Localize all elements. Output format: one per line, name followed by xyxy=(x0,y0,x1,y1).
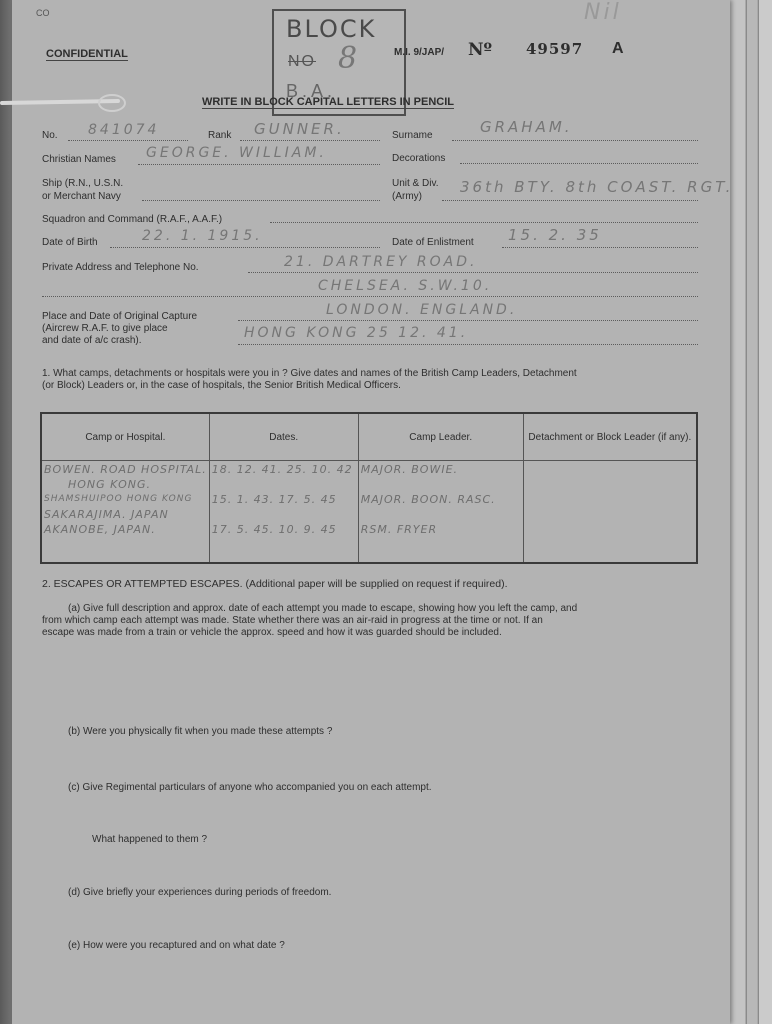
decorations-line xyxy=(460,163,698,164)
dates-entry: 15. 1. 43. 17. 5. 45 xyxy=(211,493,337,506)
column-header: Detachment or Block Leader (if any). xyxy=(523,413,697,461)
stamp-title: BLOCK xyxy=(286,15,377,43)
camp-table-header xyxy=(41,413,697,461)
page-edge xyxy=(746,0,757,1024)
enlistment-label: Date of Enlistment xyxy=(392,237,474,248)
capture-label-1: Place and Date of Original Capture xyxy=(42,311,198,322)
camp-entry: AKANOBE, JAPAN. xyxy=(44,523,156,536)
address-value-2: CHELSEA. S.W.10. xyxy=(318,278,493,294)
rank-line xyxy=(240,140,380,141)
rank-value: GUNNER. xyxy=(254,120,345,138)
unit-label-1: Unit & Div. xyxy=(392,178,439,189)
dob-value: 22. 1. 1915. xyxy=(142,228,263,244)
stamp-sub: B.A. xyxy=(286,81,337,101)
leader-entry: MAJOR. BOON. RASC. xyxy=(360,493,496,506)
question-2c: (c) Give Regimental particulars of anyone who accompanied you on each attempt. xyxy=(68,782,432,793)
address-value-3: LONDON. ENGLAND. xyxy=(326,302,518,318)
camp-entry: SHAMSHUIPOO HONG KONG xyxy=(44,494,193,504)
enlistment-line xyxy=(502,247,698,248)
leader-entry: RSM. FRYER xyxy=(360,523,438,536)
column-header: Dates. xyxy=(209,413,358,461)
question-2a-line-3: escape was made from a train or vehicle the approx. speed and how it was guarded should be included. xyxy=(42,627,502,638)
confidential-label: CONFIDENTIAL xyxy=(46,48,128,60)
question-1-line-2: (or Block) Leaders or, in the case of hospitals, the Senior British Medical Officers. xyxy=(42,380,401,391)
capture-value: HONG KONG 25 12. 41. xyxy=(244,325,469,341)
dob-line xyxy=(110,247,380,248)
question-2e: (e) How were you recaptured and on what date ? xyxy=(68,940,285,951)
page-edge xyxy=(728,0,745,1024)
unit-line xyxy=(442,200,698,201)
column-header: Camp or Hospital. xyxy=(41,413,209,461)
page-edge xyxy=(758,0,772,1024)
leader-column xyxy=(358,461,523,564)
dates-spacer xyxy=(212,508,356,523)
address-line-2 xyxy=(42,296,698,297)
capture-line-2 xyxy=(238,344,698,345)
service-number: 841074 xyxy=(88,122,160,138)
column-header: Camp Leader. xyxy=(358,413,523,461)
christian-names-label: Christian Names xyxy=(42,154,116,165)
dates-entry: 18. 12. 41. 25. 10. 42 xyxy=(211,463,353,476)
question-2a-line-1: (a) Give full description and approx. date of each attempt you made to escape, showing how you left the camp, and xyxy=(68,603,578,614)
nil-note: Nil xyxy=(584,0,622,25)
serial-number: 49597 xyxy=(526,40,584,58)
question-2d: (d) Give briefly your experiences during periods of freedom. xyxy=(68,887,332,898)
instruction: WRITE IN BLOCK CAPITAL LETTERS IN PENCIL xyxy=(202,96,454,108)
detachment-column xyxy=(523,461,697,564)
camp-entry: BOWEN. ROAD HOSPITAL. xyxy=(44,463,207,476)
question-2c-follow: What happened to them ? xyxy=(92,834,208,845)
leader-spacer xyxy=(361,478,521,493)
dob-label: Date of Birth xyxy=(42,237,98,248)
question-1-line-1: 1. What camps, detachments or hospitals were you in ? Give dates and names of the British Camp Leaders, Detachment xyxy=(42,368,577,379)
ref-code: M.I. 9/JAP/ xyxy=(394,47,445,58)
capture-line-1 xyxy=(238,320,698,321)
serial-suffix: A xyxy=(612,40,624,57)
camp-entry: HONG KONG. xyxy=(68,478,152,491)
surname-value: GRAHAM. xyxy=(480,118,573,136)
surname-line xyxy=(452,140,698,141)
camp-table-body xyxy=(41,461,697,564)
squadron-label: Squadron and Command (R.A.F., A.A.F.) xyxy=(42,214,223,225)
christian-names-value: GEORGE. WILLIAM. xyxy=(146,145,327,161)
enlistment-value: 15. 2. 35 xyxy=(508,226,602,244)
leader-entry: MAJOR. BOWIE. xyxy=(360,463,459,476)
camp-table xyxy=(40,412,698,564)
decorations-label: Decorations xyxy=(392,153,446,164)
camp-entry: SAKARAJIMA. JAPAN xyxy=(44,508,169,521)
question-2-heading: 2. ESCAPES OR ATTEMPTED ESCAPES. (Additional paper will be supplied on request if required). xyxy=(42,578,508,590)
leader-spacer xyxy=(361,508,521,523)
rank-label: Rank xyxy=(208,130,232,141)
squadron-line xyxy=(270,222,698,223)
no-line xyxy=(68,140,188,141)
address-label: Private Address and Telephone No. xyxy=(42,262,199,273)
ship-label-2: or Merchant Navy xyxy=(42,191,121,202)
christian-names-line xyxy=(138,164,380,165)
stamp-number: 8 xyxy=(338,41,358,76)
question-2b: (b) Were you physically fit when you made these attempts ? xyxy=(68,726,333,737)
ship-line xyxy=(142,200,380,201)
address-value-1: 21. DARTREY ROAD. xyxy=(284,254,478,270)
no-label: Nº xyxy=(468,40,493,60)
dates-entry: 17. 5. 45. 10. 9. 45 xyxy=(211,523,337,536)
surname-label: Surname xyxy=(392,130,433,141)
detachment-entry xyxy=(526,463,694,478)
camp-column xyxy=(41,461,209,564)
dates-spacer xyxy=(212,478,356,493)
string-knot xyxy=(98,94,126,112)
address-line-1 xyxy=(248,272,698,273)
corner-mark: CO xyxy=(36,8,50,18)
dates-column xyxy=(209,461,358,564)
unit-label-2: (Army) xyxy=(392,191,422,202)
capture-label-3: and date of a/c crash). xyxy=(42,335,142,346)
no-label-field: No. xyxy=(42,130,58,141)
stamp-no: NO xyxy=(288,53,316,70)
unit-value: 36th BTY. 8th COAST. RGT. xyxy=(460,178,734,196)
ship-label-1: Ship (R.N., U.S.N. xyxy=(42,178,124,189)
question-2a-line-2: from which camp each attempt was made. State whether there was an air-raid in progress at the time or not. If an xyxy=(42,615,543,626)
capture-label-2: (Aircrew R.A.F. to give place xyxy=(42,323,168,334)
